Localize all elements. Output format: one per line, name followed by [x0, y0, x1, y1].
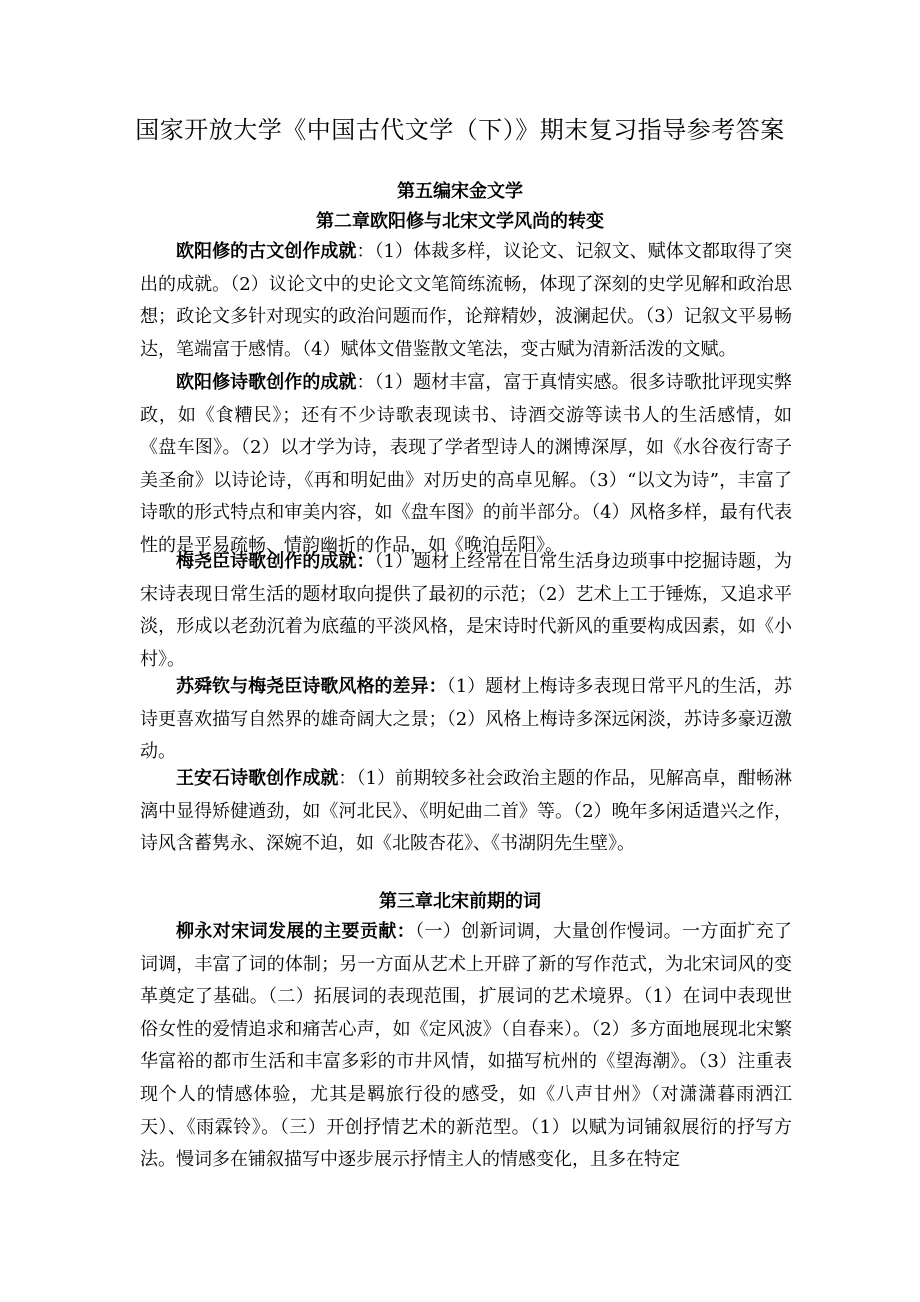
part-heading: 第五编宋金文学	[397, 181, 523, 202]
chapter-2-heading: 第二章欧阳修与北宋文学风尚的转变	[316, 211, 604, 232]
paragraph-term: 王安石诗歌创作成就	[176, 768, 339, 789]
paragraph-body: ：（1）前期较多社会政治主题的作品，见解高卓，酣畅淋漓中显得矫健遒劲，如《河北民》、《明妃曲二首》等。（2）晚年多闲适遣兴之作，诗风含蓄隽永、深婉不迫，如《北陂杏花》、《书湖阴先生壁》。	[140, 768, 793, 855]
paragraph-body: ：（1）题材丰富，富于真情实感。很多诗歌批评现实弊政，如《食糟民》；还有不少诗歌表现读书、诗酒交游等读书人的生活感情，如《盘车图》。（2）以才学为诗，表现了学者型诗人的渊博深厚，如《水谷夜行寄子美圣俞》以诗论诗，《再和明妃曲》对历史的高卓见解。（3）“以文为诗”，丰富了诗歌的形式特点和审美内容，如《盘车图》的前半部分。（4）风格多样，最有代表性的是平易疏畅、情韵幽折的作品，如《晚泊岳阳》。	[140, 372, 793, 556]
paragraph-body: ：（1）体裁多样，议论文、记叙文、赋体文都取得了突出的成就。（2）议论文中的史论文文笔简练流畅，体现了深刻的史学见解和政治思想；政论文多针对现实的政治问题而作，论辩精妙，波澜起伏。（3）记叙文平易畅达，笔端富于感情。（4）赋体文借鉴散文笔法，变古赋为清新活泼的文赋。	[140, 241, 793, 360]
paragraph-term: 苏舜钦与梅尧臣诗歌风格的差异：	[176, 676, 447, 697]
chapter-3-heading: 第三章北宋前期的词	[379, 891, 541, 912]
paragraph-su-mei-difference	[140, 671, 792, 769]
paragraph-term: 梅尧臣诗歌创作的成就：	[176, 551, 375, 572]
document-title: 国家开放大学《中国古代文学（下）》期末复习指导参考答案	[135, 116, 785, 144]
paragraph-term: 欧阳修的古文创作成就	[176, 241, 357, 262]
paragraph-body: （一）创新词调，大量创作慢词。一方面扩充了词调，丰富了词的体制；另一方面从艺术上开辟了新的写作范式，为北宋词风的变革奠定了基础。（二）拓展词的表现范围，扩展词的艺术境界。（1）在词中表现世俗女性的爱情追求和痛苦心声，如《定风波》（自春来）。（2）多方面地展现北宋繁华富裕的都市生活和丰富多彩的市井风情，如描写杭州的《望海潮》。（3）注重表现个人的情感体验，尤其是羁旅行役的感受，如《八声甘州》（对潇潇暮雨洒江天）、《雨霖铃》。（三）开创抒情艺术的新范型。（1）以赋为词铺叙展衍的抒写方法。慢词多在铺叙描写中逐步展示抒情主人的情感变化，且多在特定	[140, 921, 793, 1171]
paragraph-term: 柳永对宋词发展的主要贡献：	[176, 921, 416, 942]
paragraph-term: 欧阳修诗歌创作的成就	[176, 372, 357, 393]
paragraph-body: （1）题材上经常在日常生活身边琐事中挖掘诗题，为宋诗表现日常生活的题材取向提供了最初的示范；（2）艺术上工于锤炼，又追求平淡，形成以老劲沉着为底蕴的平淡风格，是宋诗时代新风的重要构成因素，如《小村》。	[140, 551, 792, 670]
paragraph-mei-poetry	[140, 546, 792, 676]
paragraph-ouyang-prose	[140, 236, 792, 366]
paragraph-ouyang-poetry	[140, 367, 792, 563]
paragraph-body: （1）题材上梅诗多表现日常平凡的生活，苏诗更喜欢描写自然界的雄奇阔大之景；（2）风格上梅诗多深远闲淡，苏诗多豪迈激动。	[140, 676, 793, 763]
paragraph-liu-yong	[140, 916, 792, 1177]
paragraph-wang-poetry	[140, 763, 792, 861]
